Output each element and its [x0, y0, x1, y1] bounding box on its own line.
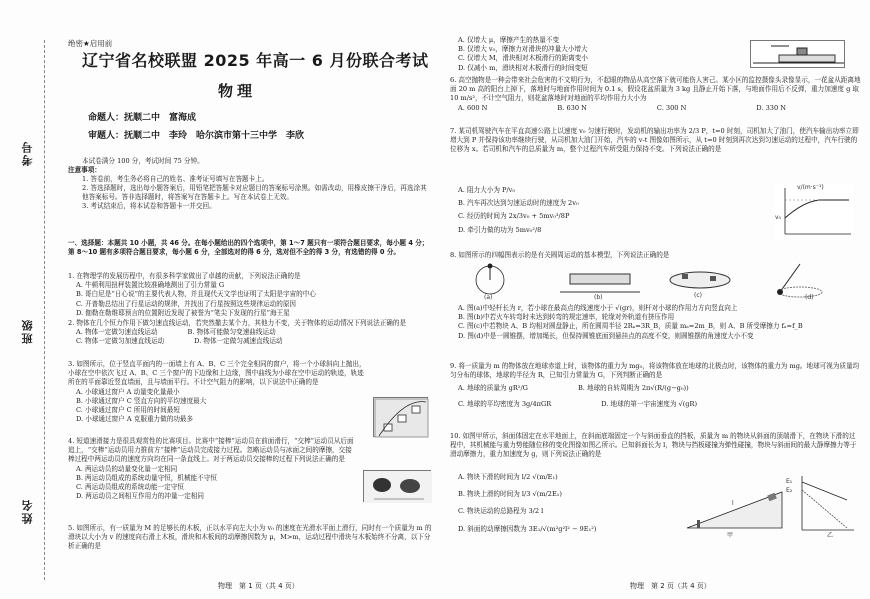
class-field: [20, 318, 36, 344]
page-2-footer: 物理 第 2 页（共 4 页）: [630, 582, 711, 590]
notes-intro: 本试卷满分 100 分，考试时间 75 分钟。: [82, 157, 204, 165]
fig-8c-label: (c): [694, 292, 702, 299]
question-1-option-d: D. 伽勒在勒维耶预言的位置附近发现了被誉为“笔尖下发现的行星”海王星: [76, 308, 290, 317]
question-8-option-d: D. 图(d)中是一圆锥摆，增加绳长，但保持圆锥底面到悬挂点的高度不变，则圆锥摆的角速度大小不变: [458, 331, 754, 340]
exam-number-label: 考号: [21, 140, 34, 166]
note-1: 1. 答卷前，考生务必将自己的姓名、准考证号填写在答题卡上。: [82, 175, 269, 183]
page-1-footer: 物理 第 1 页（共 4 页）: [218, 582, 299, 590]
question-5-option-a: A. 仅增大 μ，摩擦产生的热量不变: [458, 36, 560, 44]
question-3-option-d: D. 小球通过窗户 A 克服重力做的功最多: [76, 415, 194, 424]
skaters-illustration: [364, 471, 432, 503]
question-8: [450, 251, 862, 260]
question-4-option-d: D. 两运动员之间相互作用力的冲量一定相同: [76, 492, 204, 501]
question-5: [68, 524, 433, 552]
question-1: [68, 272, 433, 318]
board-block-figure: [750, 40, 845, 68]
window-figure: [373, 397, 428, 437]
class-label: 班级: [21, 318, 34, 344]
section-1-heading: 一、选择题：本题共 10 小题，共 46 分。在每小题给出的四个选项中，第 1～7 题只有一项符合题目要求，每小题 4 分；第 8～10 题有多项符合题目要求，每小题 6 分，全部选对的得 6 分，选对但不全的得 3 分，有选错的得 0 分。: [68, 239, 429, 256]
exam-number-field: [20, 140, 36, 166]
question-3-stem: 3. 如图所示，位于竖直平面内的一面墙上有 A、B、C 三个完全相同的窗户，将一个小球斜向上抛出，小球在空中依次飞过 A、B、C 三个窗户的下边缘和上边缘，图中曲线为小球在空中运动的轨迹，轨迹所在的平面靠近竖直墙面，且与墙面平行。不计空气阻力的影响，以下说法中正确的是: [68, 360, 366, 387]
question-8-option-a: A. 图(a)中轻杆长为 r，若小球在最高点的线速度小于 √(gr)，则杆对小球的作用力方向竖直向上: [458, 304, 738, 312]
secret-mark: 绝密★启用前: [68, 39, 113, 48]
question-7-option-c: C. 经历的时间为 2x/3v₀ + 5mv₀³/8P: [458, 212, 570, 221]
question-7-options: [450, 186, 750, 235]
exam-notes: [68, 157, 433, 211]
question-7-option-a: A. 阻力大小为 P/v₀: [458, 186, 516, 194]
figure-yi-label: 乙: [827, 532, 834, 539]
question-6-options: [450, 104, 862, 113]
subject-title: 物理: [218, 82, 257, 100]
question-4-option-c: C. 两运动员组成的系统动能一定守恒: [76, 483, 184, 492]
question-10-option-a: A. 物块下滑的时间为 l/2 √(m/E₁): [458, 473, 558, 481]
question-3-option-b: B. 小球通过窗户 C 竖直方向的平均速度最大: [76, 396, 207, 405]
name-label: 姓名: [21, 498, 34, 524]
name-field: [20, 498, 36, 524]
question-2-stem: 2. 物体在几个恒力作用下做匀速直线运动，若突然撤去某个力，其他力不变，关于物体的运动情况下列说法正确的是: [68, 319, 407, 327]
question-9-option-b: B. 地球的自转周期为 2π√(R/(g−g₀)): [577, 384, 689, 393]
figure-jia-label: 甲: [727, 532, 734, 539]
question-2-option-a: A. 物体一定做匀速直线运动: [76, 328, 158, 337]
board-block-illustration: [751, 41, 846, 69]
question-1-stem: 1. 在物理学的发展历程中，有很多科学家做出了卓越的贡献，下列说法正确的是: [68, 272, 301, 280]
binding-margin: [0, 0, 58, 599]
question-8-stem: 8. 如图所示的四幅图表示的是有关圆周运动的基本模型，下列说法正确的是: [450, 251, 670, 259]
question-4-stem: 4. 短道速滑接力是很具观赏性的比赛项目。比赛中“接棒”运动员在前面滑行，“交棒”运动员从后面追上，“交棒”运动员用力推前方“接棒”运动员完成接力过程。忽略运动员与冰面之间的摩擦，交接棒过程中两运动员的速度方向均在同一条直线上。对于两运动员交接棒的过程下列说法正确的是: [68, 437, 354, 464]
questions-right: [450, 36, 862, 581]
circular-motion-illustrations: [460, 262, 860, 302]
question-8-option-b: B. 图(b)中若火车转弯时未达到转弯的规定速率，轮缘对外轨道有挤压作用: [458, 313, 675, 322]
question-9-options-row-1: [450, 384, 862, 393]
question-1-option-c: C. 开普勒总结出了行星运动的规律，并找出了行星按照这些规律运动的原因: [76, 299, 297, 308]
setter-line: 命题人：抚顺二中 富海成: [88, 113, 197, 123]
binding-line: [44, 40, 45, 580]
question-6-option-a: A. 600 N: [458, 103, 488, 112]
question-9-option-a: A. 地球的质量为 gR²/G: [458, 384, 528, 393]
question-4-option-b: B. 两运动员组成的系统动量守恒，机械能不守恒: [76, 473, 217, 482]
graph-e1-label: E₁: [786, 478, 793, 485]
question-3: [68, 360, 368, 424]
exam-title: 辽宁省名校联盟 2025 年高一 6 月份联合考试: [82, 51, 429, 70]
question-6: [450, 76, 862, 113]
question-5-option-d: D. 仅减小 m，滑块相对木板滑行的时间变短: [458, 63, 588, 72]
question-2: [68, 319, 433, 347]
question-6-stem: 6. 高空抛物是一种会带来社会危害的不文明行为，不起眼的物品从高空落下就可能伤人害己。某小区的监控摄像头录像显示，一花盆从距离地面 20 m 高的阳台上掉下，落地时与地面作用时间为 0.1 s，假设花盆质量为 3 kg 且静止开始下落，与地面作用后不反弹，重力加速度 g 取 10 m/s²，不计空气阻力，则花盆落地时对地面的平均作用力大小为: [450, 76, 861, 103]
fig-8b-label: (b): [594, 294, 603, 301]
question-3-option-a: A. 小球通过窗户 A 动量变化量最小: [76, 387, 180, 396]
question-2-option-b: B. 物体可能做匀变速曲线运动: [187, 328, 276, 337]
page-1: [58, 0, 438, 599]
window-wall-illustration: [374, 398, 429, 438]
question-7: [450, 127, 862, 155]
question-5-option-b: B. 仅增大 v₀，摩擦力对滑块的冲量大小增大: [458, 45, 588, 54]
question-9-options-row-2: [450, 400, 862, 409]
question-6-option-b: B. 630 N: [557, 103, 587, 112]
question-8-options: [450, 304, 862, 341]
fig-8a-label: (a): [484, 294, 493, 301]
question-10-option-d: D. 斜面的动摩擦因数为 3E₁/√(m²g²l² − 9E₁²): [458, 524, 597, 533]
question-7-option-d: D. 牵引力做的功为 5mv₀²/8: [458, 225, 542, 234]
vt-v0-label: v₀: [775, 214, 781, 221]
note-2: 2. 答选择题时，选出每小题答案后，用铅笔把答题卡对应题目的答案标号涂黑。如需改动，用橡皮擦干净后，再选涂其他答案标号。答非选择题时，将答案写在答题卡上。写在本试卷上无效。: [82, 184, 427, 201]
speed-skating-figure: [363, 470, 431, 502]
question-2-options-row-2: [68, 337, 433, 346]
question-7-option-b: B. 汽车再次达到匀速运动时的速度为 2v₀: [458, 199, 579, 208]
question-5-stem: 5. 如图所示，有一质量为 M 的足够长的木板，正以水平向左大小为 v₀ 的速度在光滑水平面上滑行，同时有一个质量为 m 的滑块以大小为 v 的速度向右滑上木板，滑块和木板间的动摩擦因数为 μ，M>m，运动过程中滑块与木板始终不分离，以下分析正确的是: [68, 524, 432, 551]
question-4: [68, 437, 358, 501]
question-1-option-b: B. 哥白尼是“日心说”的主要代表人物，并且现代天文学也证明了太阳是宇宙的中心: [76, 290, 316, 299]
question-6-option-d: D. 330 N: [756, 103, 787, 112]
question-5-options: [450, 36, 750, 73]
question-2-option-d: D. 物体一定做匀减速直线运动: [194, 337, 283, 346]
question-7-stem: 7. 某司机驾驶汽车在平直高速公路上以速度 v₀ 匀速行驶时，发动机的输出功率为 2/3 P，t=0 时刻，司机加大了油门，使汽车输出功率立即增大到 P 并保持该功率继续行驶，从司机加大油门开始，汽车的 v-t 图像如图所示，从 t=0 时刻到再次达到匀速运动的过程中，汽车行驶的位移为 x。若司机和汽车的总质量为 m，整个过程汽车所受阻力保持不变。下列说法正确的是: [450, 127, 859, 154]
question-1-option-a: A. 牛顿利用扭秤装置比较准确地测出了引力常量 G: [76, 281, 225, 290]
question-10-option-c: C. 物块运动的总路程为 3/2 l: [458, 507, 544, 516]
question-8-option-c: C. 图(c)中若物块 A、B 均相对圆盘静止，所在圆周半径 2Rₐ=3R_B，质量 mₐ=2m_B，则 A、B 所受摩擦力 fₐ=f_B: [458, 322, 803, 331]
question-2-option-c: C. 物体一定做匀加速直线运动: [76, 337, 165, 346]
question-5-option-c: C. 仅增大 M，滑块相对木板滑行的距离变小: [458, 54, 588, 63]
question-10-options: [450, 473, 680, 534]
page-2: [450, 0, 862, 599]
question-9-option-d: D. 地球的第一宇宙速度为 √(gR): [601, 399, 698, 408]
question-6-option-c: C. 300 N: [656, 103, 687, 112]
question-10-stem: 10. 如图甲所示，斜面体固定在水平地面上，在斜面底端固定一个与斜面垂直的挡板，质量为 m 的物块从斜面的顶端滑下，在物块下滑的过程中，其机械能与重力势能随位移的变化图像如图乙所示。已知斜面长为 l，物块与挡板碰撞为弹性碰撞，物块与斜面间的最大静摩擦力等于滑动摩擦力，重力加速度为 g，则下列说法正确的是: [450, 432, 857, 459]
notes-heading: 注意事项：: [68, 166, 101, 174]
circular-motion-figures: [460, 262, 860, 302]
question-9: [450, 362, 862, 409]
question-3-option-c: C. 小球通过窗户 C 所用的时间最短: [76, 406, 180, 415]
question-10: [450, 432, 862, 460]
questions-left: [68, 272, 433, 572]
incline-length-label: l: [732, 500, 734, 507]
vt-graph: [775, 184, 853, 240]
question-4-option-a: A. 两运动员的动量变化量一定相同: [76, 464, 178, 473]
fig-8d-label: (d): [805, 294, 814, 301]
question-9-stem: 9. 将一质量为 m 的物体放在地球赤道上时，该物体的重力为 mg₀，将该物体放在地球的北极点时，该物体的重力为 mg。地球可视为质量均匀分布的球体，地球的半径为 R，已知引力常量为 G，下列判断正确的是: [450, 362, 860, 380]
vt-graph-figure: [775, 184, 853, 240]
question-9-option-c: C. 地球的平均密度为 3g/4πGR: [458, 399, 552, 408]
incline-figures: [682, 470, 857, 540]
reviewer-line: 审题人：抚顺二中 李玲 哈尔滨市第十三中学 李欣: [88, 131, 305, 141]
vt-axis-label: v/(m·s⁻¹): [797, 184, 824, 191]
note-3: 3. 考试结束后，将本试卷和答题卡一并交回。: [82, 202, 216, 210]
graph-e2-label: E₂: [786, 487, 793, 494]
question-10-option-b: B. 物块上滑的时间为 l/3 √(m/2E₁): [458, 490, 562, 499]
